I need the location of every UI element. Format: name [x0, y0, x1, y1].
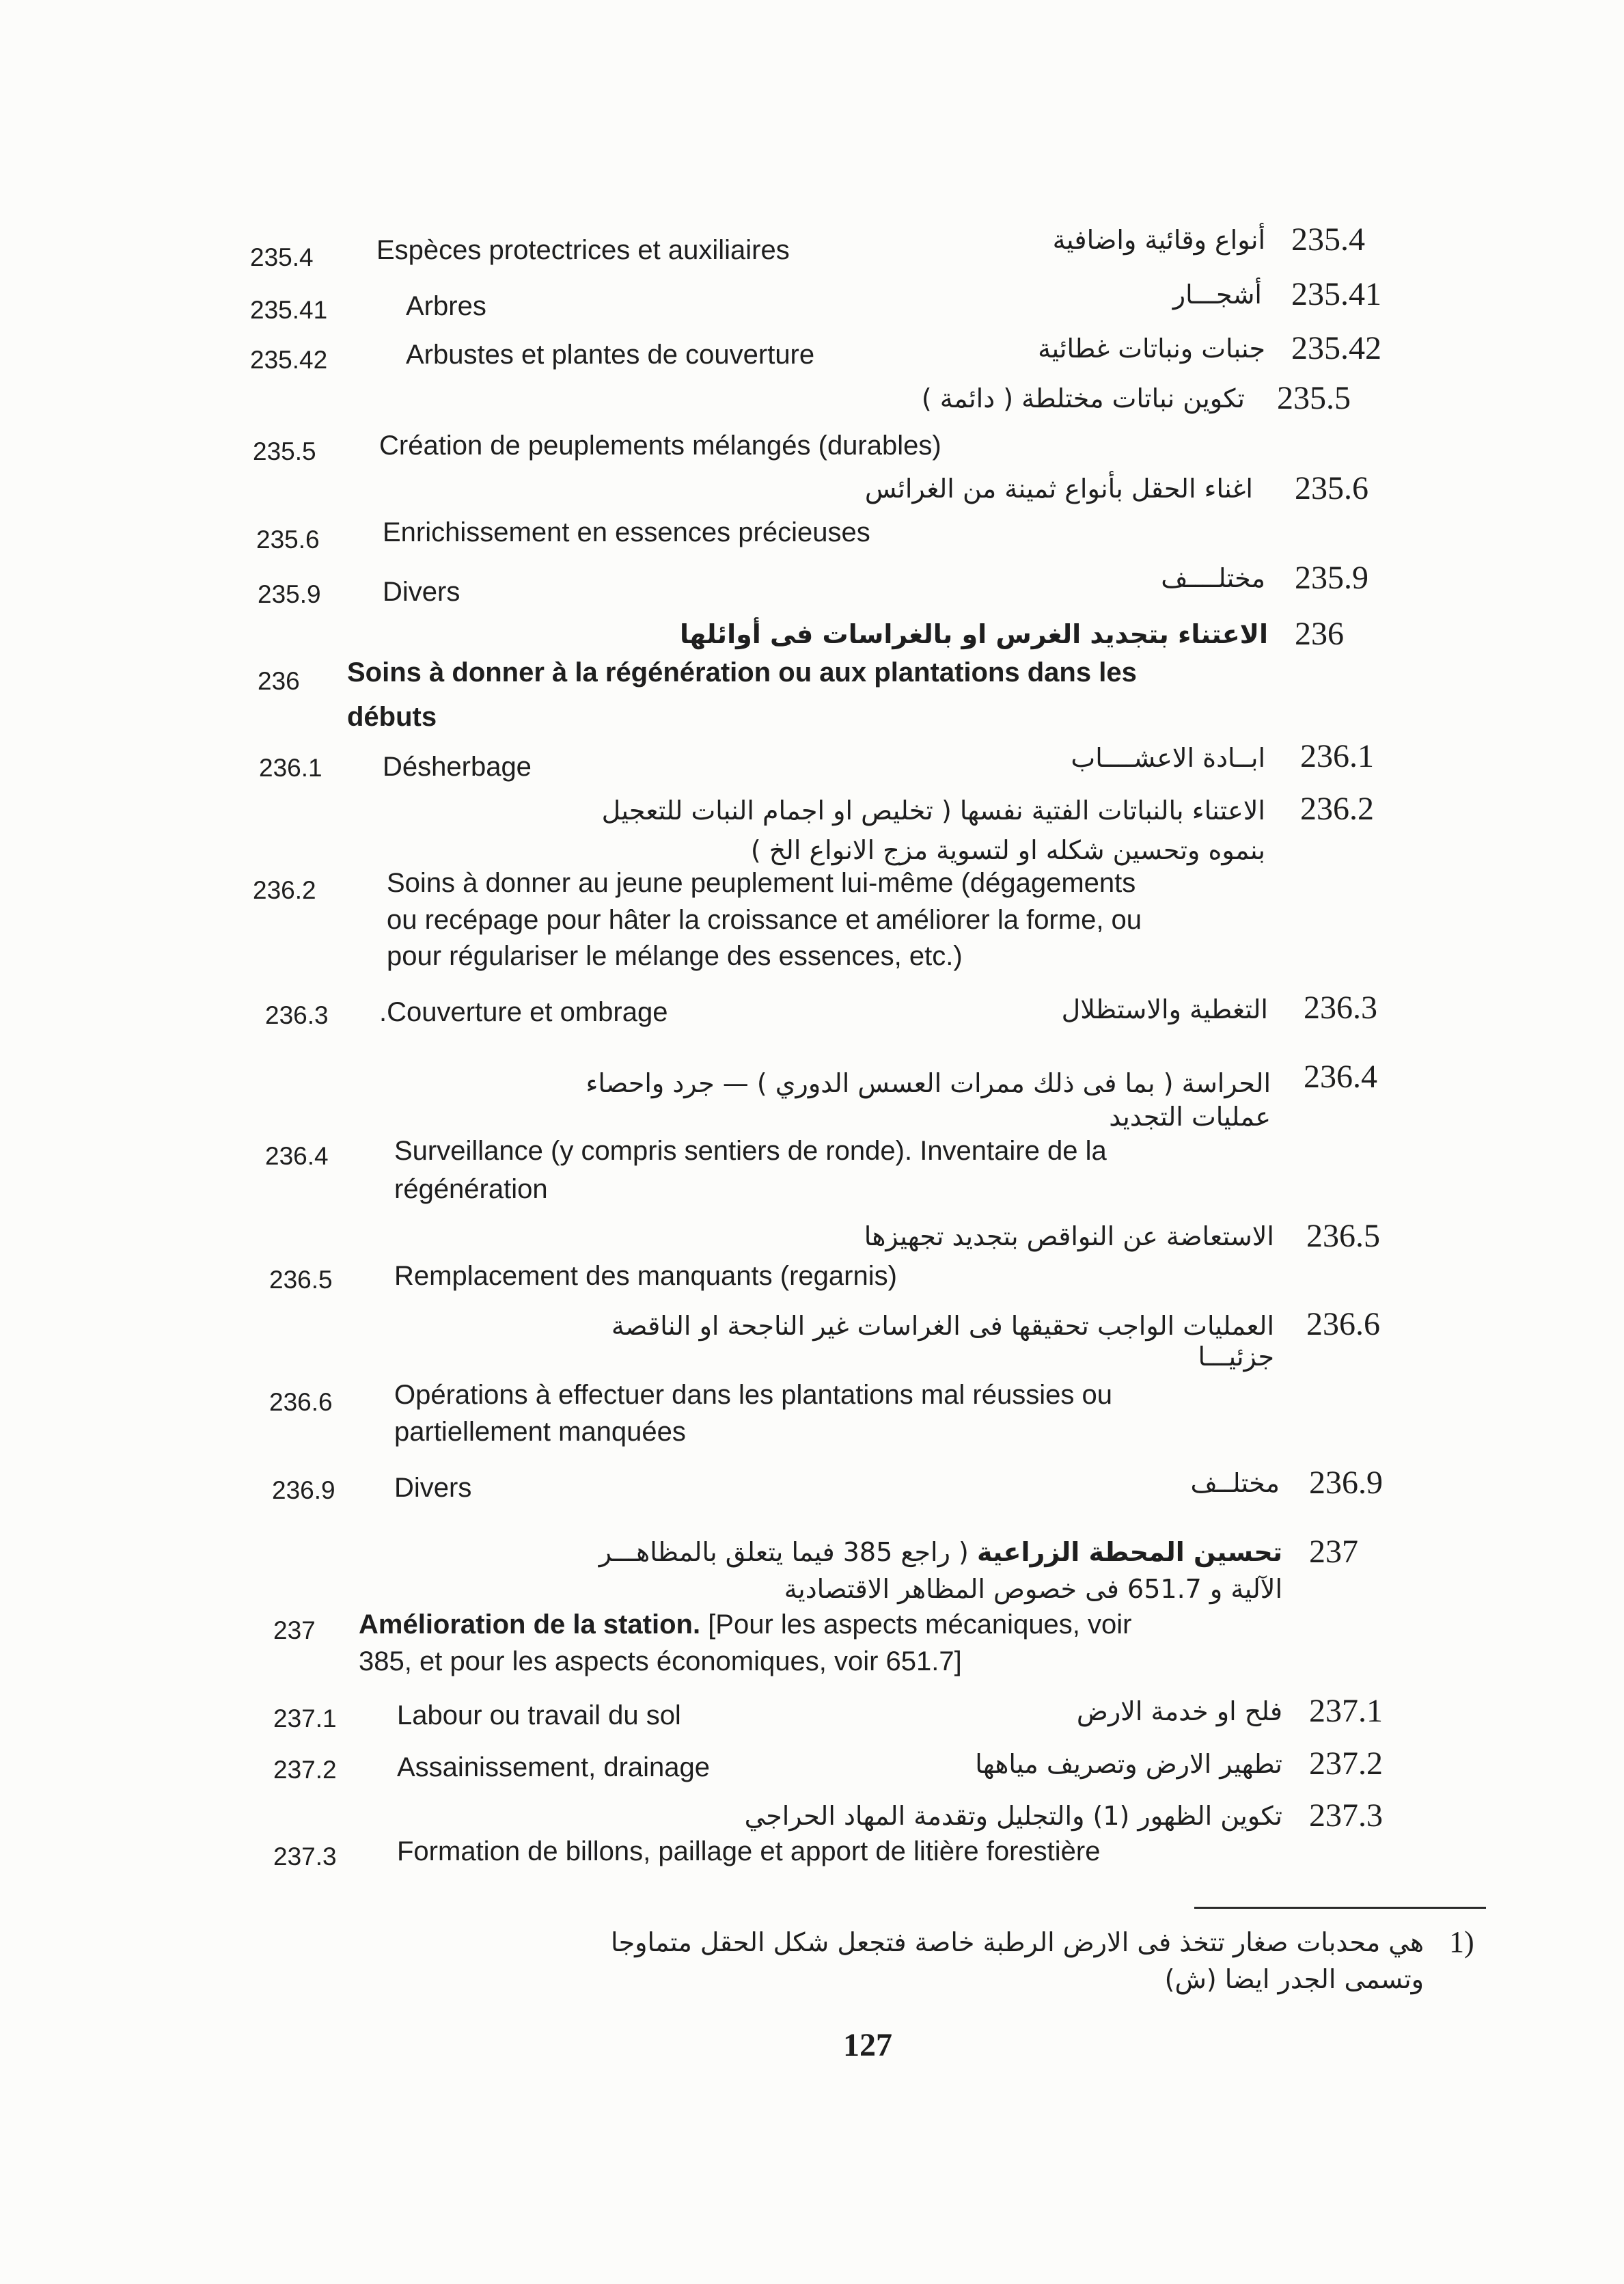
- entry-code: 236.9: [272, 1476, 335, 1504]
- footnote-line: هي محدبات صغار تتخذ فى الارض الرطبة خاصة فتجعل شكل الحقل متماوجا: [611, 1927, 1424, 1957]
- entry-number: 235.9: [1295, 560, 1368, 596]
- entry-number: 235.6: [1295, 470, 1368, 506]
- entry-number: 236.3: [1304, 990, 1377, 1026]
- entry-number: 235.5: [1277, 380, 1351, 416]
- entry-arabic-line: الحراسة ( بما فى ذلك ممرات العسس الدوري ) — جرد واحصاء: [586, 1068, 1271, 1098]
- entry-code: 237.2: [273, 1756, 337, 1784]
- page-number: 127: [843, 2027, 892, 2063]
- entry-arabic-heading: الاعتناء بتجديد الغرس او بالغراسات فى أوائلها: [679, 619, 1268, 649]
- entry-number: 237.1: [1309, 1693, 1383, 1729]
- entry-french-line: partiellement manquées: [394, 1417, 686, 1447]
- entry-arabic-line: اغناء الحقل بأنواع ثمينة من الغرائس: [864, 474, 1253, 504]
- entry-number: 236: [1295, 616, 1344, 652]
- entry-arabic-line: ابــادة الاعشــــاب: [1071, 743, 1265, 773]
- footnote-marker: 1): [1449, 1925, 1474, 1959]
- entry-french-heading: débuts: [347, 702, 437, 732]
- entry-arabic-line: تكوين الظهور (1) والتجليل وتقدمة المهاد الحراجي: [744, 1801, 1282, 1831]
- entry-french-line: Labour ou travail du sol: [397, 1700, 681, 1730]
- entry-french-line: Enrichissement en essences précieuses: [383, 517, 870, 547]
- entry-number: 237.2: [1309, 1745, 1383, 1782]
- entry-code: 235.6: [256, 526, 320, 554]
- footnote-rule: [1194, 1907, 1486, 1909]
- footnote-line: وتسمى الجدر ايضا (ش): [1164, 1964, 1424, 1994]
- entry-french-line: pour régulariser le mélange des essences, etc.): [387, 941, 963, 971]
- entry-code: 236.1: [259, 754, 322, 782]
- entry-number: 236.6: [1306, 1306, 1380, 1342]
- entry-code: 236: [258, 667, 300, 695]
- entry-code: 237.1: [273, 1704, 337, 1732]
- entry-arabic-line: الاستعاضة عن النواقص بتجديد تجهيزها: [864, 1221, 1274, 1251]
- entry-number: 235.4: [1291, 221, 1365, 258]
- entry-code: 237: [273, 1616, 316, 1644]
- entry-french-line: Assainissement, drainage: [397, 1752, 711, 1782]
- entry-code: 236.3: [265, 1001, 329, 1029]
- entry-code: 236.6: [269, 1388, 333, 1416]
- entry-arabic-line: أنواع وقائية واضافية: [1052, 225, 1265, 255]
- entry-arabic-text: ( راجع 385 فيما يتعلق بالمظاهـــر: [598, 1537, 977, 1567]
- entry-arabic-line: الاعتناء بالنباتات الفتية نفسها ( تخليص او اجمام النبات للتعجيل: [601, 796, 1265, 826]
- entry-code: 235.41: [250, 296, 328, 324]
- entry-french-line: 385, et pour les aspects économiques, voir 651.7]: [359, 1646, 962, 1676]
- entry-number: 235.41: [1291, 276, 1381, 312]
- entry-arabic-heading: تحسين المحطة الزراعية: [976, 1537, 1282, 1567]
- entry-arabic-line: مختلــــف: [1161, 563, 1265, 593]
- entry-french-line: .Couverture et ombrage: [379, 997, 668, 1027]
- entry-code: 235.4: [250, 243, 314, 271]
- entry-french-line: Soins à donner au jeune peuplement lui-même (dégagements: [387, 868, 1136, 898]
- entry-arabic-line: التغطية والاستظلال: [1061, 994, 1268, 1024]
- entry-number: 235.42: [1291, 330, 1381, 366]
- entry-arabic-line: عمليات التجديد: [1109, 1102, 1271, 1132]
- entry-french-line: Opérations à effectuer dans les plantations mal réussies ou: [394, 1380, 1112, 1410]
- entry-number: 237: [1309, 1534, 1358, 1570]
- entry-arabic-line: مختلــف: [1190, 1468, 1280, 1498]
- entry-arabic-line: العمليات الواجب تحقيقها فى الغراسات غير الناجحة او الناقصة: [611, 1311, 1274, 1341]
- entry-french-line: Création de peuplements mélangés (durables): [379, 431, 941, 461]
- entry-code: 236.5: [269, 1266, 333, 1294]
- entry-french-line: [359, 1609, 1131, 1640]
- entry-french-line: Divers: [383, 577, 460, 607]
- entry-code: 237.3: [273, 1843, 337, 1871]
- entry-french-line: régénération: [394, 1174, 548, 1204]
- entry-arabic-line: فلح او خدمة الارض: [1076, 1696, 1282, 1726]
- entry-number: 236.9: [1309, 1465, 1383, 1501]
- entry-arabic-line: [599, 1535, 1282, 1569]
- entry-number: 236.5: [1306, 1218, 1380, 1254]
- entry-code: 235.9: [258, 580, 321, 608]
- entry-french-heading: Soins à donner à la régénération ou aux plantations dans les: [347, 657, 1137, 688]
- entry-arabic-line: تكوين نباتات مختلطة ( دائمة ): [921, 383, 1245, 413]
- entry-arabic-line: الآلية و 651.7 فى خصوص المظاهر الاقتصادية: [784, 1574, 1282, 1604]
- entry-arabic-line: أشجـــار: [1172, 280, 1262, 310]
- entry-number: 236.1: [1300, 738, 1374, 774]
- entry-number: 236.2: [1300, 791, 1374, 827]
- entry-arabic-line: جنبات ونباتات غطائية: [1038, 334, 1265, 364]
- entry-french-line: Arbustes et plantes de couverture: [406, 340, 815, 370]
- entry-french-line: Arbres: [406, 291, 486, 321]
- entry-french-text: [Pour les aspects mécaniques, voir: [700, 1609, 1132, 1640]
- entry-code: 235.42: [250, 346, 328, 374]
- entry-number: 237.3: [1309, 1797, 1383, 1834]
- entry-french-line: Désherbage: [383, 752, 532, 782]
- entry-french-line: Formation de billons, paillage et apport de litière forestière: [397, 1836, 1101, 1866]
- entry-french-line: Remplacement des manquants (regarnis): [394, 1261, 897, 1291]
- entry-french-line: ou recépage pour hâter la croissance et améliorer la forme, ou: [387, 905, 1142, 935]
- entry-french-heading: Amélioration de la station.: [359, 1609, 701, 1640]
- entry-arabic-line: جزئيـــا: [1198, 1342, 1274, 1372]
- entry-french-line: Espèces protectrices et auxiliaires: [376, 235, 790, 265]
- entry-code: 236.4: [265, 1142, 329, 1170]
- entry-number: 236.4: [1304, 1059, 1377, 1095]
- entry-arabic-line: تطهير الارض وتصريف مياهها: [975, 1749, 1282, 1779]
- entry-code: 235.5: [253, 437, 316, 465]
- entry-code: 236.2: [253, 876, 316, 904]
- entry-arabic-line: بنموه وتحسين شكله او لتسوية مزج الانواع الخ ): [750, 835, 1265, 865]
- entry-french-line: Divers: [394, 1473, 472, 1503]
- entry-french-line: Surveillance (y compris sentiers de ronde). Inventaire de la: [394, 1136, 1107, 1166]
